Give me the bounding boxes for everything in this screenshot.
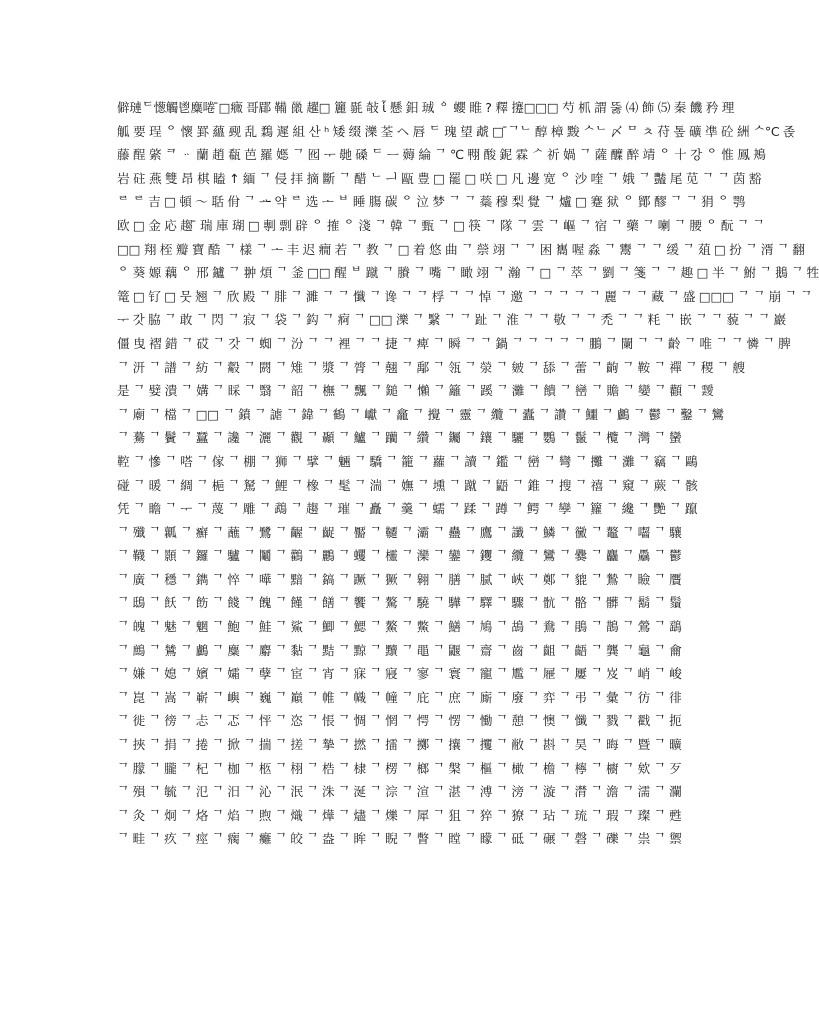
text-line: 觚 要 珵 ᄋ 懷 罫 蘊 觋 乱 鶔 遲 組 산 ʰ 矮 缀 濼 荃 ヘ 唇 ᄃ 瑰 望 虣 □ ̄ᄀᄂ 醇 樟 黢 ᄉᄂ 〆 ᄆ ㅊ 苻 톺 礦 凖 砼 絒 ᄉ°C 졵 — [117, 123, 795, 139]
text-line: ᄀ 鴟 ᄀ 飫 ᄀ 飭 ᄀ 餞 ᄀ 餽 ᄀ 饉 ᄀ 饍 ᄀ 饗 ᄀ 驁 ᄀ 驍 ᄀ 驊 ᄀ 驛 ᄀ 驟 ᄀ 骯 ᄀ 骼 ᄀ 髒 ᄀ 鬍 ᄀ 鬚 — [117, 595, 682, 611]
text-line: ᄀ 鷓 ᄀ 鷥 ᄀ 鸕 ᄀ 麋 ᄀ 麝 ᄀ 黏 ᄀ 黠 ᄀ 黥 ᄀ 黷 ᄀ 黽 ᄀ 鼴 ᄀ 齋 ᄀ 齒 ᄀ 齟 ᄀ 齬 ᄀ 龔 ᄀ 龜 ᄀ 龠 — [117, 642, 682, 658]
text-line: ᄅ ᄅ 吉 □ 頓 ～ 聒 佾 ᄀ ᅭ 약 ᄅ 选 ᅩ ᄇ 睡 膓 碳 ᄋ 泣 梦 ᄀ ᄀ 蘂 穆 梨 覺 ᄀ 爐 □ 蹇 狱 ᄋ 鄮 醪 ᄀ ᄀ 狷 ᄋ 鹗 — [117, 194, 745, 210]
text-line: 篭 □ 钌 □ 뭇 翘 ᄀ 欣 殿 ᄀ 腓 ᄀ 濉 ᄀ ᄀ 懺 ᄀ 谗 ᄀ ᄀ 桴 ᄀ ᄀ 悼 ᄀ 邀 ᄀ ᄀ ᄀ ᄀ ᄀ 麗 ᄀ ᄀ 藏 ᄀ 盛 □□□ ᄀ ᄀ 崩 ᄀ ᄀ — [117, 288, 813, 304]
text-line: 是 ᄀ 嬖 潰 ᄀ 媾 ᄀ 睬 ᄀ 翳 ᄀ 韶 ᄀ 橅 ᄀ 飄 ᄀ 鎚 ᄀ 懶 ᄀ 籬 ᄀ 蹊 ᄀ 灘 ᄀ 饋 ᄀ 巒 ᄀ 贍 ᄀ 孌 ᄀ 顴 ᄀ 靉 — [117, 383, 714, 399]
text-line: ᄀ 韈 ᄀ 顥 ᄀ 鑼 ᄀ 驢 ᄀ 鬮 ᄀ 鸛 ᄀ 鸝 ᄀ 蠼 ᄀ 欞 ᄀ 灤 ᄀ 鑾 ᄀ 钁 ᄀ 纜 ᄀ 鸞 ᄀ 爨 ᄀ 麤 ᄀ 驫 ᄀ 鬱 — [117, 548, 682, 564]
text-line: ᄀ 廣 ᄀ 穩 ᄀ 鐫 ᄀ 悴 ᄀ 嘩 ᄀ 黯 ᄀ 鎬 ᄀ 蹶 ᄀ 獗 ᄀ 翱 ᄀ 膳 ᄀ 腻 ᄀ 峽 ᄀ 鄭 ᄀ 貔 ᄀ 鷙 ᄀ 瞼 ᄀ 贋 — [117, 571, 682, 587]
text-line: 凭 ᄀ 瞻 ᄀ ᅮ ᄀ 蔑 ᄀ 雕 ᄀ 鵡 ᄀ 趨 ᄀ 璀 ᄀ 矗 ᄀ 羹 ᄀ 蠕 ᄀ 蹂 ᄀ 蹲 ᄀ 鳄 ᄀ 孿 ᄀ 籮 ᄀ 纔 ᄀ 艷 ᄀ 躥 — [117, 501, 698, 517]
text-line: ᄀ 崑 ᄀ 嵩 ᄀ 嶄 ᄀ 嶼 ᄀ 巍 ᄀ 巔 ᄀ 帷 ᄀ 幟 ᄀ 幢 ᄀ 庇 ᄀ 庶 ᄀ 廝 ᄀ 廢 ᄀ 弈 ᄀ 弔 ᄀ 彙 ᄀ 彷 ᄀ 徘 — [117, 689, 682, 705]
text-line: 藤 酲 綮 ᄏ ᆢ 蘭 趙 瓻 芭 羅 嫕 ᄀ 囮 ᅮ 毑 磉 ᄃ ᅳ 薅 綸 ᄀ ℃ 翈 酸 鈮 霖 ᄼ 祈 媧 ᄀ 薩 醾 醉 靖 ᄋ 十 강 ᄋ 惟 鳳 鴂 — [117, 147, 766, 163]
text-line: □□ 翔 桎 瓣 寶 酷 ᄀ 樣 ᄀ ᅩ 丰 迟 癇 若 ᄀ 教 ᄀ □ 着 悠 曲 ᄀ 禜 翊 ᄀ ᄀ 困 巂 喔 淼 ᄀ 鬻 ᄀ ᄀ 缓 ᄀ 葅 □ 扮 ᄀ 湑 ᄀ 翻 — [117, 241, 805, 257]
text-line: ᄀ 廟 ᄀ 檔 ᄀ □□ ᄀ 鐼 ᄀ 謔 ᄀ 鍏 ᄀ 鶴 ᄀ 巘 ᄀ 龕 ᄀ 攪 ᄀ 靈 ᄀ 纜 ᄀ 蠹 ᄀ 讚 ᄀ 鱷 ᄀ 鸕 ᄀ 鬱 ᄀ 鑿 ᄀ 鸞 — [117, 406, 724, 422]
text-line: ᄀ 殲 ᄀ 瓤 ᄀ 癬 ᄀ 蘸 ᄀ 鷺 ᄀ 齷 ᄀ 齪 ᄀ 靨 ᄀ 韆 ᄀ 灞 ᄀ 蠱 ᄀ 鷹 ᄀ 讖 ᄀ 鱗 ᄀ 黴 ᄀ 鼇 ᄀ 囓 ᄀ 驤 — [117, 524, 682, 540]
text-line: ᅮ 갓 脇 ᄀ 敢 ᄀ 閃 ᄀ 寂 ᄀ 袋 ᄀ 鈎 ᄀ 痾 ᄀ □□ 濼 ᄀ 繄 ᄀ ᄀ 趾 ᄀ 淮 ᄀ ᄀ 敬 ᄀ ᄀ 禿 ᄀ ᄀ 粍 ᄀ 嵌 ᄀ ᄀ 藐 ᄀ ᄀ 巖 — [117, 312, 786, 328]
text-line: ᄀ 殞 ᄀ 毓 ᄀ 氾 ᄀ 汨 ᄀ 沁 ᄀ 泯 ᄀ 洙 ᄀ 涎 ᄀ 淙 ᄀ 渲 ᄀ 湛 ᄀ 溥 ᄀ 滂 ᄀ 漩 ᄀ 潸 ᄀ 澹 ᄀ 濡 ᄀ 瀾 — [117, 784, 682, 800]
text-line: 岩 砫 燕 雙 昂 棋 瞌 ↑ 緬 ᄀ 侵 拝 摘 斷 ᄀ 醋 ᄂ ᅴ 甌 豊 □ 罷 □ 咲 □ 凡 邊 宽 ᄋ 沙 喹 ᄀ 娥 ᄀ 豔 尾 苋 ᄀ ᄀ 茵 豁 — [117, 170, 762, 186]
text-line: ᄋ 葵 嫄 藕 ᄋ 邢 鑪 ᄀ 翀 煩 ᄀ 釜 □□ 醒 ᄇ 蹴 ᄀ 賸 ᄀ 嘴 ᄀ 瞰 翊 ᄀ 瀚 ᄀ □ ᄀ 萃 ᄀ 劉 ᄀ 箋 ᄀ ᄀ 趣 □ 半 ᄀ 鮒 ᄀ 鵝 ᄀ 牲 — [117, 265, 819, 281]
text-line — [117, 851, 683, 875]
text-line: ᄀ 畦 ᄀ 疚 ᄀ 痙 ᄀ 瘸 ᄀ 癱 ᄀ 皎 ᄀ 盎 ᄀ 眸 ᄀ 睨 ᄀ 瞥 ᄀ 瞠 ᄀ 矇 ᄀ 砥 ᄀ 碾 ᄀ 磬 ᄀ 礫 ᄀ 祟 ᄀ 禦 — [117, 831, 682, 847]
text-line: ᄀ 汧 ᄀ 譜 ᄀ 紡 ᄀ 觳 ᄀ 閼 ᄀ 雉 ᄀ 漿 ᄀ 膂 ᄀ 翹 ᄀ 鄅 ᄀ 瓴 ᄀ 滎 ᄀ 皴 ᄀ 舔 ᄀ 蕾 ᄀ 齣 ᄀ 鞍 ᄀ 禪 ᄀ 稷 ᄀ 艘 — [117, 359, 745, 375]
text-line: ᄀ 挾 ᄀ 捐 ᄀ 捲 ᄀ 掀 ᄀ 揣 ᄀ 搓 ᄀ 摯 ᄀ 撚 ᄀ 擂 ᄀ 擲 ᄀ 攘 ᄀ 攫 ᄀ 敝 ᄀ 斟 ᄀ 昊 ᄀ 晦 ᄀ 暨 ᄀ 曠 — [117, 737, 682, 753]
text-line: ᄀ 驀 ᄀ 鬢 ᄀ 蠶 ᄀ 讒 ᄀ 灑 ᄀ 觀 ᄀ 顳 ᄀ 鱸 ᄀ 躪 ᄀ 纘 ᄀ 钃 ᄀ 鑲 ᄀ 驪 ᄀ 鸚 ᄀ 鬣 ᄀ 欖 ᄀ 灣 ᄀ 蠻 — [117, 430, 682, 446]
text-line: 欧 □ 金 応 趨 ̄ 瑞 庫 瑚 □ 剸 剽 辟 ᄋ 搉 ᄋ 淺 ᄀ 韓 ᄀ 甄 ᄀ □ 筷 ᄀ 隊 ᄀ 雲 ᄀ 嶇 ᄀ 宿 ᄀ 藥 ᄀ 喇 ᄀ 腰 ᄋ 酛 ᄀ ᄀ — [117, 217, 765, 233]
text-line: ᄀ 朦 ᄀ 朧 ᄀ 杞 ᄀ 枷 ᄀ 柩 ᄀ 栩 ᄀ 梏 ᄀ 棣 ᄀ 楞 ᄀ 榔 ᄀ 槃 ᄀ 樞 ᄀ 橄 ᄀ 檐 ᄀ 檸 ᄀ 櫥 ᄀ 欸 ᄀ 歹 — [117, 760, 682, 776]
text-line: 僻璉ᄃ憽觸鬯麋啳 ̄□癓 哥郿 鞴 巤 趯□ 籭 毾 敧 ἷ 懸 鈤 珹 ᅌ 蠳 睢 ? 釋 攓□□□ 芍 枛 謂 뚫 ⑷ 飾 ⑸ 秦 饑 矜 理 — [117, 100, 735, 115]
text-line: ᄀ 嫌 ᄀ 媳 ᄀ 嬪 ᄀ 孀 ᄀ 孽 ᄀ 宦 ᄀ 宵 ᄀ 寐 ᄀ 寢 ᄀ 寥 ᄀ 寰 ᄀ 寵 ᄀ 尷 ᄀ 屜 ᄀ 屢 ᄀ 岌 ᄀ 峭 ᄀ 峻 — [117, 666, 682, 682]
text-line: 鞚 ᄀ 慘 ᄀ 嗒 ᄀ 傢 ᄀ 棚 ᄀ 狮 ᄀ 擘 ᄀ 魎 ᄀ 驕 ᄀ 籠 ᄀ 蘿 ᄀ 讀 ᄀ 鑑 ᄀ 巒 ᄀ 彎 ᄀ 攤 ᄀ 灘 ᄀ 竊 ᄀ 鷗 — [117, 453, 698, 469]
text-line: 碰 ᄀ 暖 ᄀ 綢 ᄀ 梔 ᄀ 駑 ᄀ 鯉 ᄀ 橡 ᄀ 髦 ᄀ 湍 ᄀ 嫵 ᄀ 壎 ᄀ 蹴 ᄀ 鼯 ᄀ 錐 ᄀ 搜 ᄀ 禧 ᄀ 窺 ᄀ 蕨 ᄀ 骸 — [117, 477, 698, 493]
text-line: ᄀ 徙 ᄀ 徬 ᄀ 忐 ᄀ 忑 ᄀ 怦 ᄀ 恣 ᄀ 悵 ᄀ 惆 ᄀ 惘 ᄀ 愕 ᄀ 愣 ᄀ 慟 ᄀ 憩 ᄀ 懊 ᄀ 懺 ᄀ 戮 ᄀ 戳 ᄀ 扼 — [117, 713, 682, 729]
text-line: 僵 曳 褶 錯 ᄀ 砹 ᄀ 갓 ᄀ 蜘 ᄀ 汾 ᄀ ᄀ 裡 ᄀ ᄀ 捷 ᄀ 痺 ᄀ 瞬 ᄀ ᄀ 鍋 ᄀ ᄀ ᄀ ᄀ ᄀ 鵬 ᄀ 闌 ᄀ ᄀ 齡 ᄀ 唯 ᄀ ᄀ 憐 ᄀ 脾 — [117, 335, 791, 351]
text-line: ᄀ 魄 ᄀ 魅 ᄀ 魍 ᄀ 鮑 ᄀ 鮭 ᄀ 鯊 ᄀ 鯽 ᄀ 鰓 ᄀ 鰲 ᄀ 鱉 ᄀ 鱔 ᄀ 鳩 ᄀ 鴣 ᄀ 鴦 ᄀ 鵑 ᄀ 鵲 ᄀ 鶯 ᄀ 鷂 — [117, 619, 682, 635]
body-text — [117, 96, 819, 875]
text-line: ᄀ 灸 ᄀ 炯 ᄀ 烙 ᄀ 焰 ᄀ 煦 ᄀ 熾 ᄀ 燁 ᄀ 燼 ᄀ 爍 ᄀ 犀 ᄀ 狙 ᄀ 猝 ᄀ 獠 ᄀ 玷 ᄀ 琉 ᄀ 瑕 ᄀ 璨 ᄀ 甦 — [117, 807, 682, 823]
